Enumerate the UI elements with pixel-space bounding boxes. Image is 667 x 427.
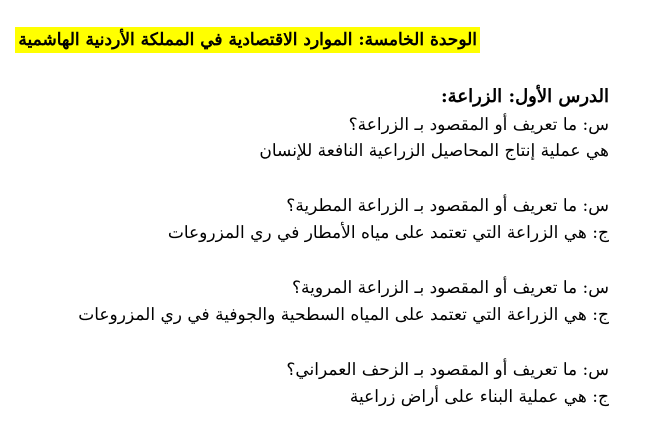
question-4: س: ما تعريف أو المقصود بـ الزحف العمراني؟ (286, 360, 609, 380)
lesson-title: الدرس الأول: الزراعة: (441, 86, 609, 107)
answer-3: ج: هي الزراعة التي تعتمد على المياه السطحية والجوفية في ري المزروعات (78, 305, 609, 325)
question-3: س: ما تعريف أو المقصود بـ الزراعة المروية؟ (292, 278, 609, 298)
question-1: س: ما تعريف أو المقصود بـ الزراعة؟ (348, 115, 609, 135)
question-2: س: ما تعريف أو المقصود بـ الزراعة المطرية؟ (286, 196, 609, 216)
answer-1: هي عملية إنتاج المحاصيل الزراعية النافعة للإنسان (259, 141, 609, 161)
answer-4: ج: هي عملية البناء على أراض زراعية (349, 387, 609, 407)
unit-title: الوحدة الخامسة: الموارد الاقتصادية في المملكة الأردنية الهاشمية (15, 27, 480, 53)
answer-2: ج: هي الزراعة التي تعتمد على مياه الأمطار في ري المزروعات (167, 223, 609, 243)
